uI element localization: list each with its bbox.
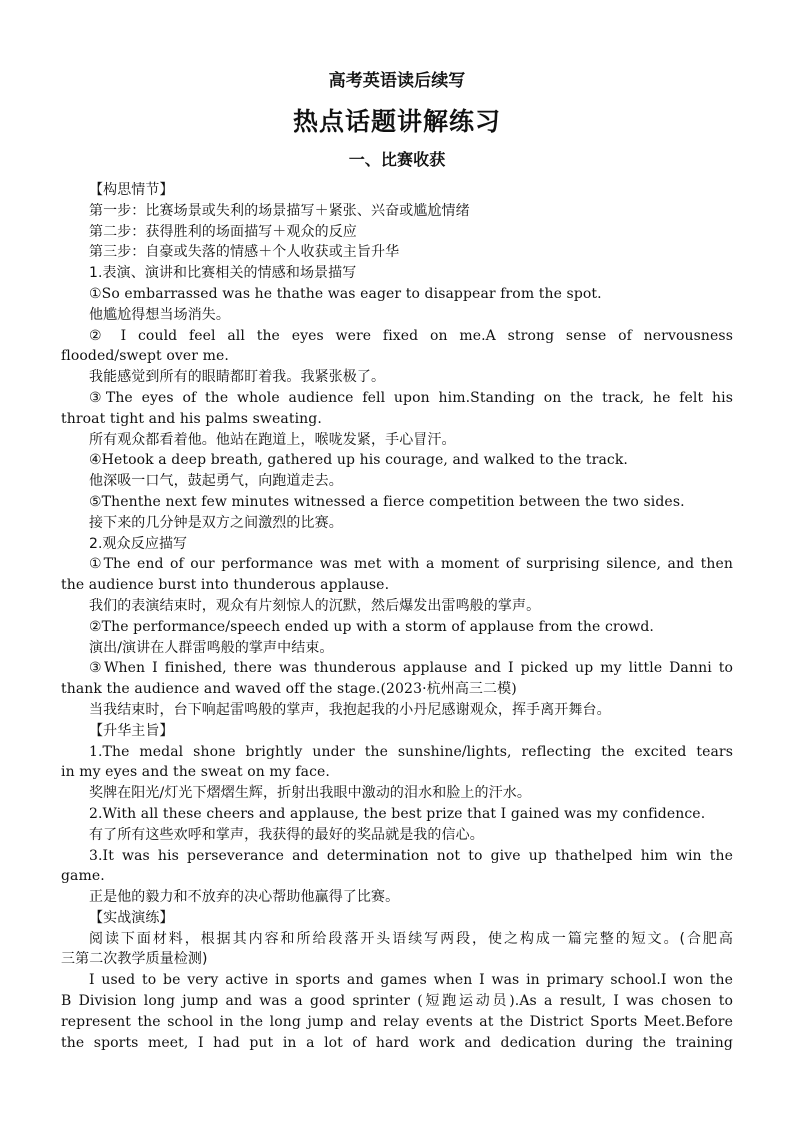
document-title: 高考英语读后续写 [328,71,466,91]
main-title: 热点话题讲解练习 [292,107,501,136]
subheading-1: 1.表演、演讲和比赛相关的情感和场景描写 [89,265,357,282]
example-translation: 我能感觉到所有的眼睛都盯着我。我紧张极了。 [89,369,386,386]
subheading-2: 2.观众反应描写 [89,535,188,552]
example-translation: 我们的表演结束时，观众有片刻惊人的沉默，然后爆发出雷鸣般的掌声。 [89,597,541,614]
example-sentence: ② I could feel all the eyes were fixed on me.A strong sense of nervousness [89,327,733,344]
theme-sentence: 3.It was his perseverance and determination not to give up thathelped him win the [89,847,733,864]
example-translation: 接下来的几分钟是双方之间激烈的比赛。 [89,514,343,531]
example-sentence-cont: the audience burst into thunderous applause. [61,577,390,594]
theme-sentence: 2.With all these cheers and applause, the best prize that I gained was my confidence. [89,805,706,822]
heading-plot: 【构思情节】 [89,182,174,198]
example-sentence-cont: throat tight and his palms sweating. [61,410,322,427]
heading-theme: 【升华主旨】 [89,722,174,739]
example-sentence: ②The performance/speech ended up with a storm of applause from the crowd. [89,618,654,635]
example-sentence-cont: thank the audience and waved off the stage.(2023·杭州高三二模) [61,681,517,698]
example-sentence: ⑤Thenthe next few minutes witnessed a fierce competition between the two sides. [89,493,685,510]
example-sentence: ③The eyes of the whole audience fell upon him.Standing on the track, he felt his [89,389,733,406]
theme-translation: 奖牌在阳光/灯光下熠熠生辉，折射出我眼中激动的泪水和脸上的汗水。 [89,785,531,802]
example-translation: 他尴尬得想当场消失。 [89,306,230,323]
example-translation: 他深吸一口气，鼓起勇气，向跑道走去。 [89,473,343,490]
passage-line: represent the school in the long jump and relay events at the District Sports Meet.Before [61,1013,733,1030]
section-title: 一、比赛收获 [348,150,446,169]
practice-instruction: 阅读下面材料，根据其内容和所给段落开头语续写两段，使之构成一篇完整的短文。(合肥高 [89,930,733,947]
step-3: 第三步：自豪或失落的情感＋个人收获或主旨升华 [89,244,400,261]
example-sentence: ①So embarrassed was he thathe was eager to disappear from the spot. [89,285,602,302]
example-sentence-cont: flooded/swept over me. [61,348,229,365]
theme-sentence: 1.The medal shone brightly under the sunshine/lights, reflecting the excited tears [89,743,733,760]
passage-line: the sports meet, I had put in a lot of hard work and dedication during the training [61,1034,733,1051]
example-sentence: ①The end of our performance was met with a moment of surprising silence, and then [89,556,733,573]
theme-sentence-cont: game. [61,868,105,885]
example-translation: 当我结束时，台下响起雷鸣般的掌声，我抱起我的小丹尼感谢观众，挥手离开舞台。 [89,701,611,718]
example-translation: 所有观众都看着他。他站在跑道上，喉咙发紧，手心冒汗。 [89,431,456,448]
passage-line: I used to be very active in sports and games when I was in primary school.I won the [89,972,733,989]
practice-instruction-cont: 三第二次教学质量检测) [61,951,208,968]
step-1: 第一步：比赛场景或失利的场景描写＋紧张、兴奋或尴尬情绪 [89,202,470,219]
heading-practice: 【实战演练】 [89,909,174,926]
document-content [61,66,733,1053]
theme-sentence-cont: in my eyes and the sweat on my face. [61,764,330,781]
example-translation: 演出/演讲在人群雷鸣般的掌声中结束。 [89,639,334,656]
step-2: 第二步：获得胜利的场面描写＋观众的反应 [89,223,357,240]
theme-translation: 有了所有这些欢呼和掌声，我获得的最好的奖品就是我的信心。 [89,826,484,843]
example-sentence: ④Hetook a deep breath, gathered up his courage, and walked to the track. [89,452,628,469]
example-sentence: ③When I finished, there was thunderous applause and I picked up my little Danni to [89,660,733,677]
theme-translation: 正是他的毅力和不放弃的决心帮助他赢得了比赛。 [89,889,400,906]
passage-line: B Division long jump and was a good sprinter (短跑运动员).As a result, I was chosen to [61,993,733,1010]
